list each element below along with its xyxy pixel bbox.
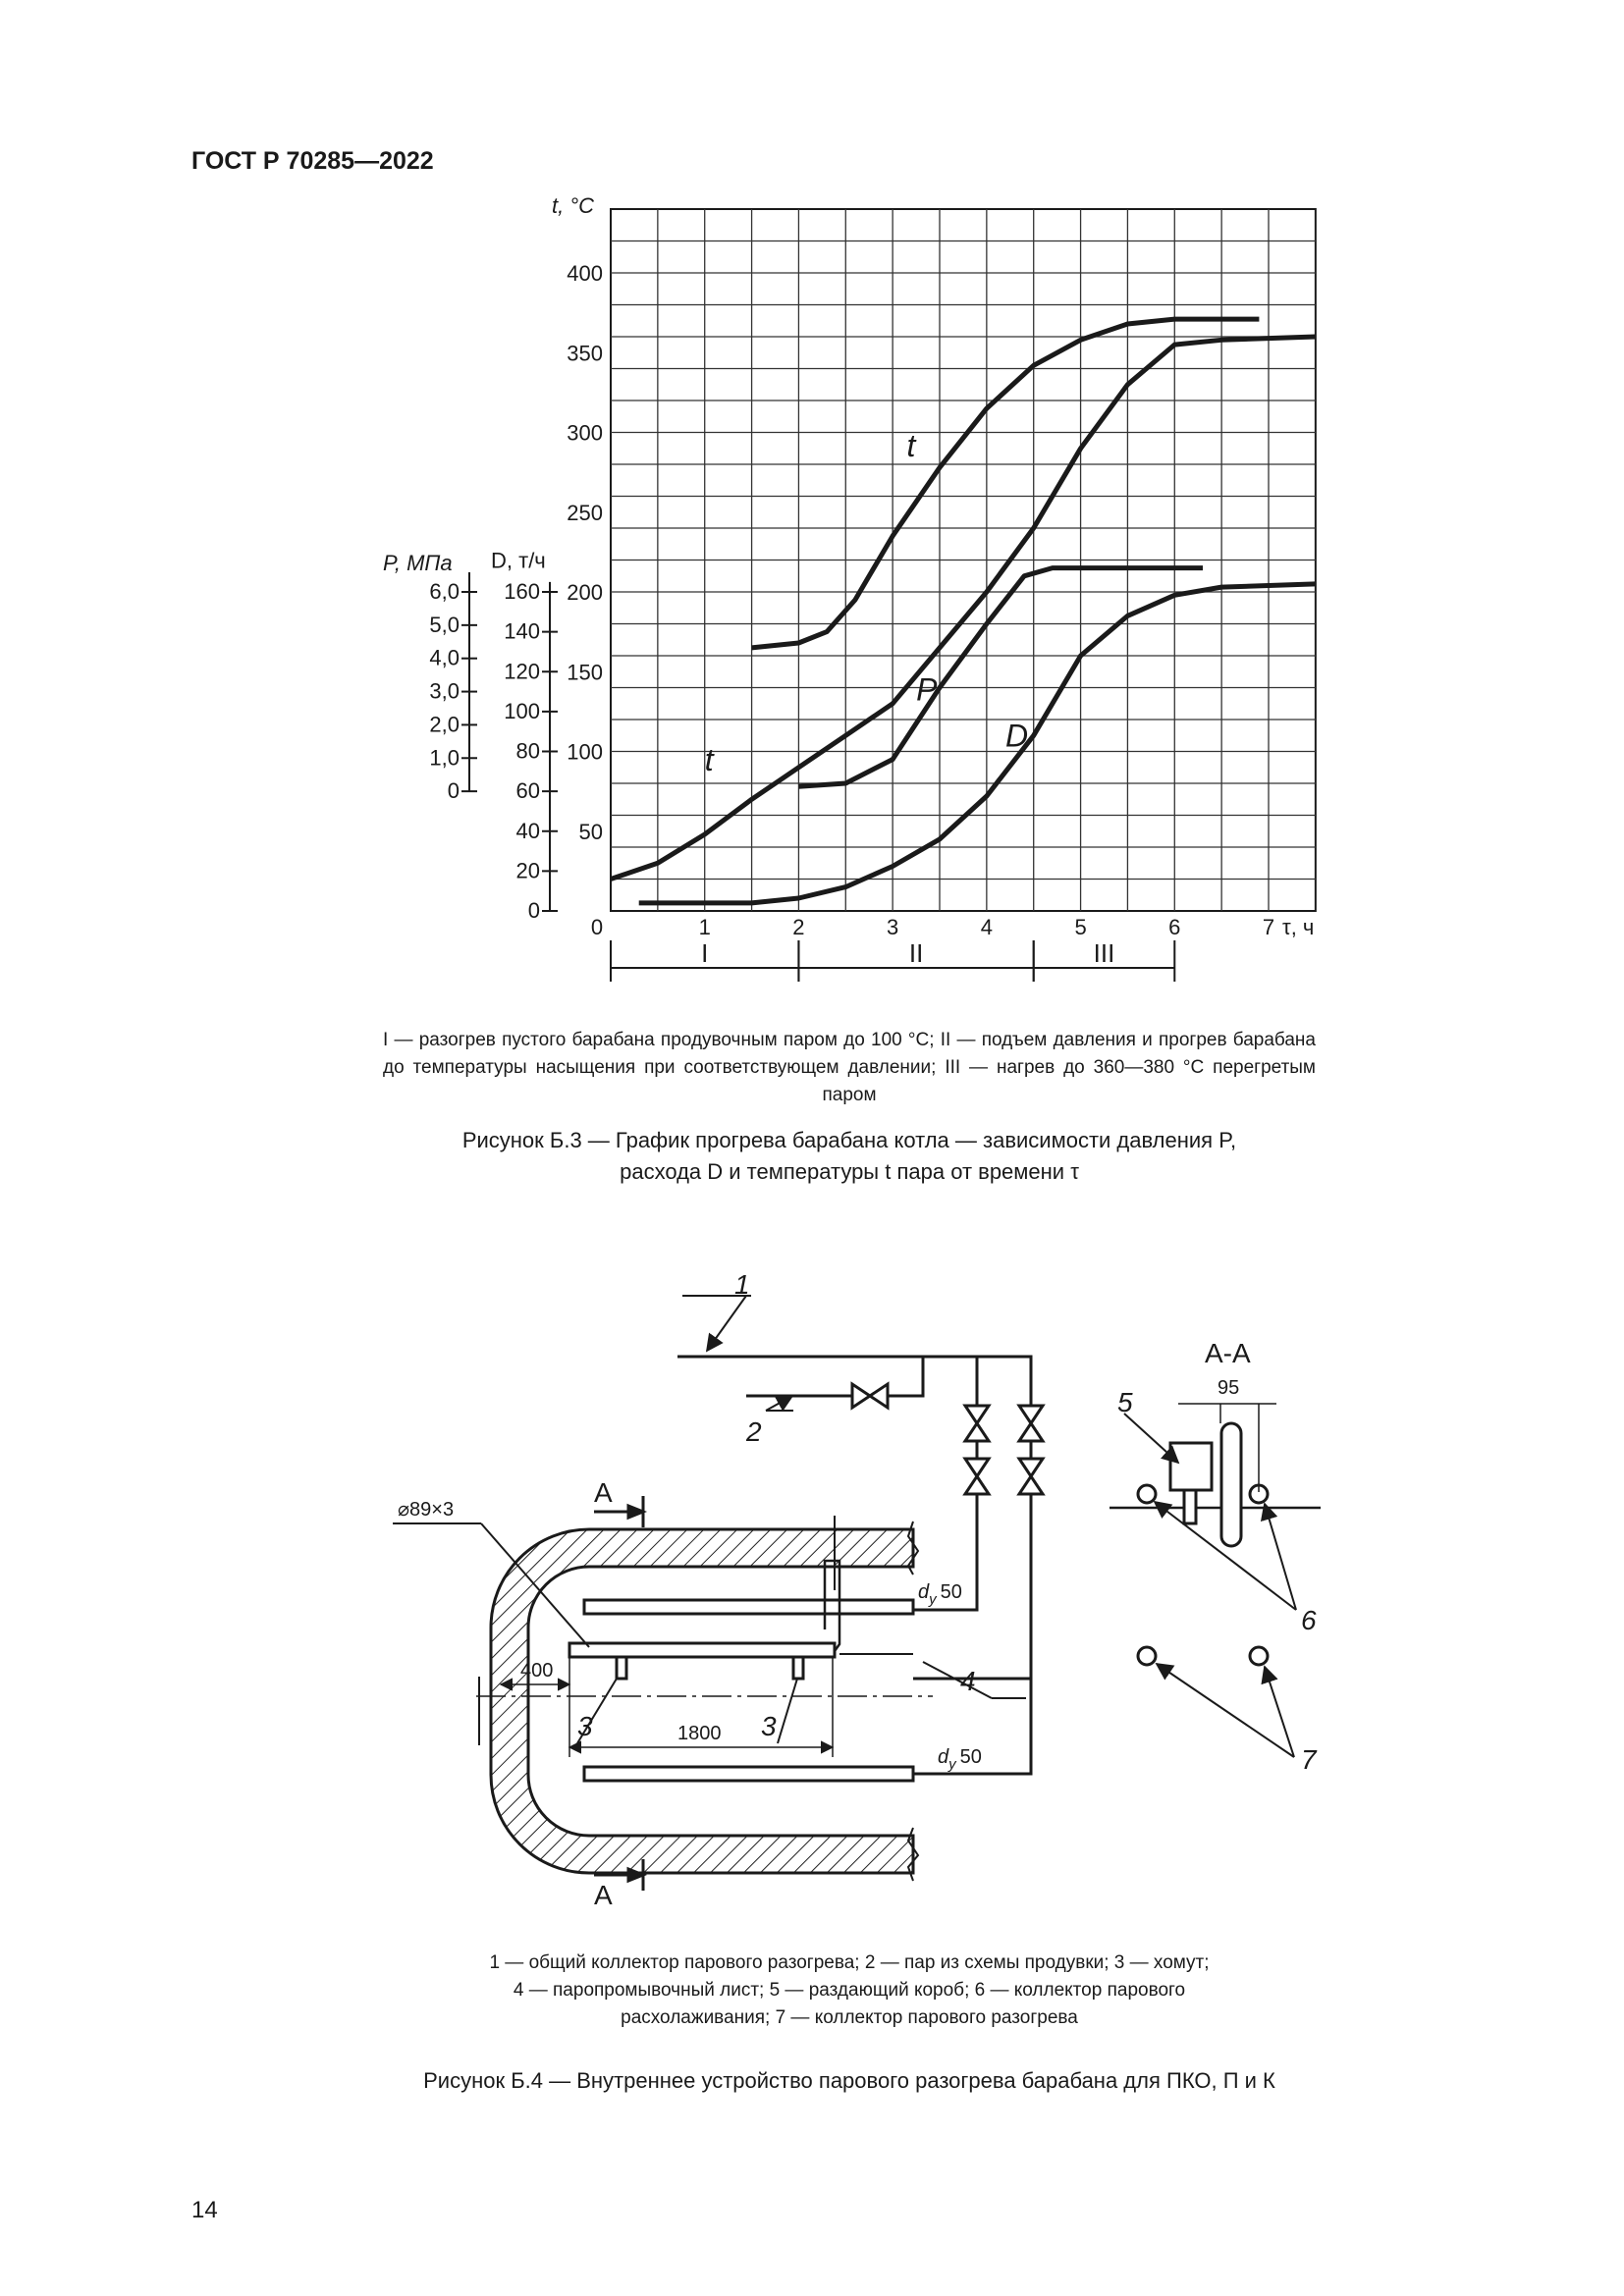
dim-400: 400 <box>520 1660 554 1682</box>
curve-t-0 <box>611 337 1316 880</box>
curve-label-t: t <box>704 742 714 777</box>
x-tick-label: 2 <box>792 915 805 939</box>
figure-b4-legend-line1: 1 — общий коллектор парового разогрева; 2 — пар из схемы продувки; 3 — хомут; <box>489 1952 1210 1973</box>
t-tick-label: 100 <box>567 739 603 765</box>
p-axis-label: P, МПа <box>383 551 453 575</box>
heating-chart <box>0 0 1624 1011</box>
x-tick-label: 4 <box>980 915 993 939</box>
t-tick-label: 150 <box>567 660 603 685</box>
valve-right-1 <box>1019 1406 1043 1441</box>
dim-95: 95 <box>1218 1377 1240 1399</box>
t-tick-label: 200 <box>567 580 603 605</box>
t-tick-label: 300 <box>567 420 603 446</box>
x-axis-label: τ, ч <box>1282 915 1315 939</box>
curve-label-P: P <box>916 671 938 708</box>
valve-left-2 <box>965 1459 989 1494</box>
x-tick-label: 6 <box>1168 915 1181 939</box>
figure-b3-caption-line1: Рисунок Б.3 — График прогрева барабана котла — зависимости давления P, <box>461 1128 1237 1152</box>
section-label-bottom: A <box>594 1880 613 1910</box>
label-1: 1 <box>734 1269 750 1300</box>
valve-horizontal <box>852 1384 888 1408</box>
figure-b4-legend-line2: 4 — паропромывочный лист; 5 — раздающий короб; 6 — коллектор парового <box>513 1980 1186 2001</box>
pipe-size: ⌀89×3 <box>398 1499 455 1521</box>
t-tick-label: 250 <box>567 500 603 525</box>
p-tick-label: 2,0 <box>429 712 460 737</box>
x-tick-label: 3 <box>887 915 899 939</box>
lower-collector <box>584 1767 913 1781</box>
x-tick-label: 7 <box>1262 915 1275 939</box>
dy-lower: $d_у$ 50 <box>938 1746 982 1773</box>
figure-b3-legend: I — разогрев пустого барабана продувочным паром до 100 °C; II — подъем давления и прогрев барабана до температуры насыщения при соответствующем давлении; III — нагрев до 360—380 °C перегретым паром <box>383 1030 1316 1105</box>
stage-label: II <box>908 938 924 968</box>
label-2: 2 <box>746 1416 762 1447</box>
distribution-box <box>1170 1443 1212 1490</box>
d-tick-label: 140 <box>504 618 540 644</box>
d-tick-label: 0 <box>527 898 540 923</box>
dim-1800: 1800 <box>677 1723 722 1744</box>
d-tick-label: 100 <box>504 698 540 723</box>
label-3a: 3 <box>577 1711 593 1741</box>
x-tick-label: 0 <box>590 915 604 939</box>
t-tick-label: 350 <box>567 341 603 366</box>
stage-label: I <box>701 938 709 968</box>
dy-upper: $d_у$ 50 <box>918 1581 962 1608</box>
collector-6-left <box>1138 1485 1156 1503</box>
valve-right-2 <box>1019 1459 1043 1494</box>
valve-left-1 <box>965 1406 989 1441</box>
sheet-section <box>1221 1423 1241 1546</box>
label-6: 6 <box>1301 1605 1317 1635</box>
x-tick-label: 1 <box>698 915 711 939</box>
section-label-top: A <box>594 1477 613 1508</box>
t-tick-label: 400 <box>567 261 603 286</box>
page-number: 14 <box>191 2197 218 2223</box>
p-tick-label: 0 <box>447 778 460 804</box>
clamp-2 <box>793 1657 803 1679</box>
d-tick-label: 120 <box>504 659 540 684</box>
p-tick-label: 6,0 <box>429 579 460 604</box>
p-tick-label: 5,0 <box>429 612 460 637</box>
label-7: 7 <box>1301 1744 1317 1775</box>
label-3b: 3 <box>761 1711 777 1741</box>
p-tick-label: 4,0 <box>429 645 460 670</box>
p-tick-label: 3,0 <box>429 678 460 704</box>
figure-b3-caption-line2: расхода D и температуры t пара от времени τ <box>620 1159 1079 1184</box>
p-tick-label: 1,0 <box>429 745 460 771</box>
d-tick-label: 60 <box>515 778 540 804</box>
d-tick-label: 160 <box>504 579 540 604</box>
steam-wash-sheet <box>584 1600 913 1614</box>
stage-label: III <box>1093 938 1115 968</box>
curve-label-D: D <box>1005 718 1029 754</box>
section-view-label: A-A <box>1205 1338 1251 1368</box>
figure-b4-legend <box>383 1949 1316 2032</box>
figure-b4-caption: Рисунок Б.4 — Внутреннее устройство парового разогрева барабана для ПКО, П и К <box>423 2068 1275 2093</box>
t-tick-label: 50 <box>578 819 603 844</box>
collector-7-right <box>1250 1647 1268 1665</box>
label-5: 5 <box>1117 1387 1133 1417</box>
heating-collector <box>569 1643 835 1657</box>
d-tick-label: 40 <box>515 818 540 843</box>
t-axis-label: t, °C <box>552 193 595 218</box>
label-4: 4 <box>960 1666 976 1696</box>
figure-b4-legend-line3: расхолаживания; 7 — коллектор парового разогрева <box>621 2007 1078 2028</box>
chart-grid <box>611 209 1316 911</box>
figure-b3-caption <box>363 1125 1335 1188</box>
drum-heating-diagram <box>0 1266 1624 1953</box>
d-axis-label: D, т/ч <box>491 548 546 573</box>
curve-D-3 <box>639 584 1316 903</box>
drum-wall <box>491 1529 913 1873</box>
clamp-1 <box>617 1657 626 1679</box>
x-tick-label: 5 <box>1074 915 1087 939</box>
collector-7-left <box>1138 1647 1156 1665</box>
curve-P-2 <box>798 568 1203 787</box>
document-header: ГОСТ Р 70285—2022 <box>191 147 434 175</box>
curve-label-t: t <box>906 427 916 463</box>
steam-2-line <box>746 1357 923 1396</box>
d-tick-label: 80 <box>515 738 540 764</box>
d-tick-label: 20 <box>515 858 540 883</box>
